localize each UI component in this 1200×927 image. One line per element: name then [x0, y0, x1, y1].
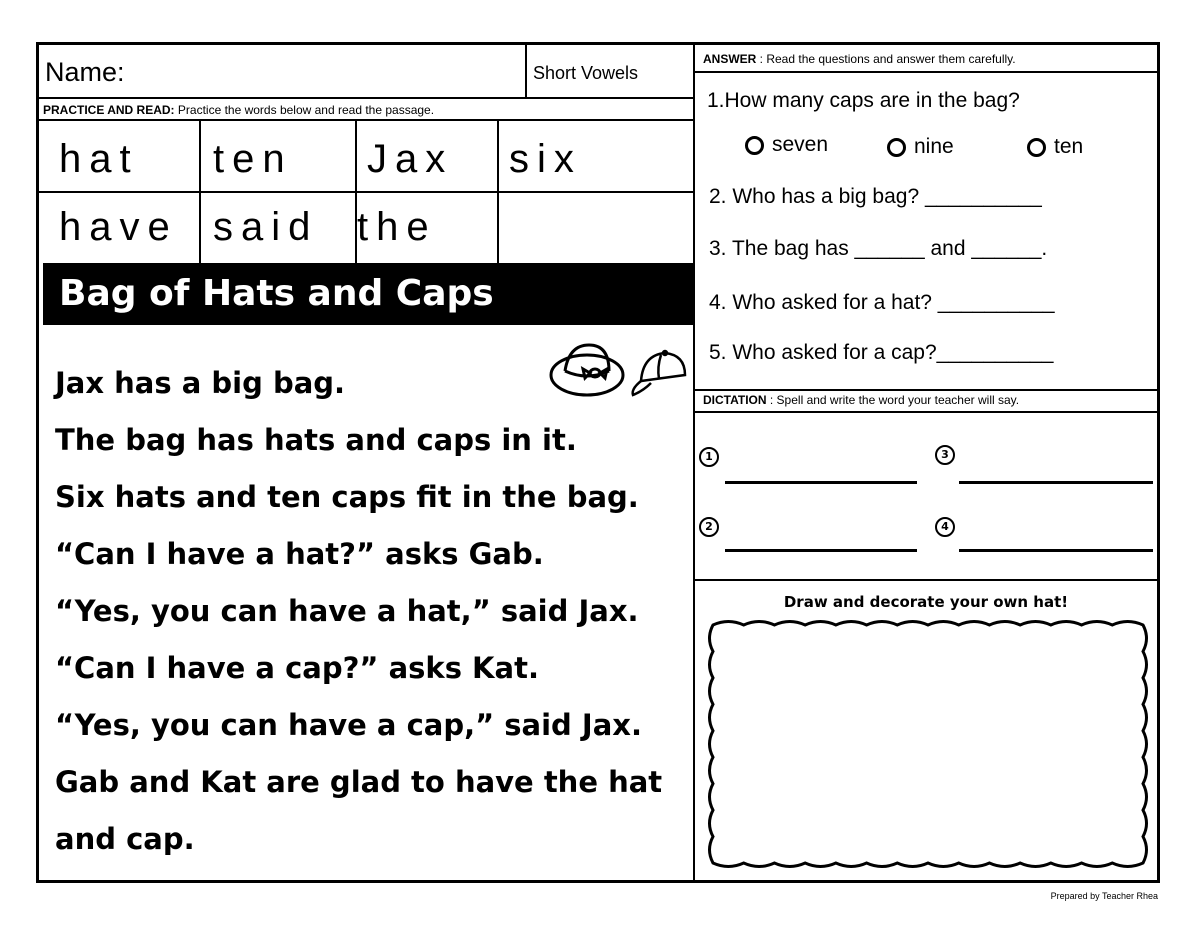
word-cell: have [59, 205, 178, 249]
dictation-blank[interactable] [725, 549, 917, 552]
passage-line: Six hats and ten caps fit in the bag. [55, 480, 639, 514]
divider [525, 45, 527, 97]
radio-circle[interactable] [887, 138, 906, 157]
radio-circle[interactable] [1027, 138, 1046, 157]
divider [693, 411, 1157, 413]
option-ten[interactable] [1027, 135, 1083, 159]
practice-instructions: PRACTICE AND READ: Practice the words below and read the passage. [43, 103, 435, 117]
passage-line: Jax has a big bag. [55, 366, 346, 400]
divider [693, 389, 1157, 391]
passage [55, 363, 695, 876]
radio-circle[interactable] [745, 136, 764, 155]
column-divider [693, 45, 695, 883]
passage-line: “Yes, you can have a hat,” said Jax. [55, 594, 639, 628]
option-label: nine [914, 135, 954, 158]
dictation-number: 3 [935, 445, 955, 465]
grid-line [39, 191, 693, 193]
word-cell: said [213, 205, 319, 249]
drawing-frame[interactable] [703, 613, 1153, 875]
option-label: seven [772, 133, 829, 156]
question-3: 3. The bag has ______ and ______. [709, 237, 1048, 260]
dictation-number: 2 [699, 517, 719, 537]
worksheet [36, 42, 1160, 883]
name-label: Name: [45, 57, 125, 87]
passage-line: Gab and Kat are glad to have the hat [55, 765, 663, 799]
dictation-blank[interactable] [959, 549, 1153, 552]
passage-line: and cap. [55, 822, 195, 856]
story-title: Bag of Hats and Caps [43, 263, 693, 325]
question-1: 1.How many caps are in the bag? [707, 89, 1020, 112]
dictation-number: 1 [699, 447, 719, 467]
topic-label: Short Vowels [533, 63, 639, 83]
dictation-instructions: DICTATION : Spell and write the word your teacher will say. [703, 393, 1020, 407]
option-seven[interactable] [745, 133, 828, 157]
divider [39, 119, 693, 121]
footer-credit: Prepared by Teacher Rhea [1050, 891, 1158, 901]
passage-line: The bag has hats and caps in it. [55, 423, 577, 457]
divider [39, 97, 693, 99]
word-cell: six [509, 137, 582, 181]
divider [693, 579, 1157, 581]
divider [693, 71, 1157, 73]
dictation-blank[interactable] [959, 481, 1153, 484]
word-cell: Jax [367, 137, 454, 181]
wavy-border [710, 622, 1147, 867]
passage-line: “Can I have a hat?” asks Gab. [55, 537, 544, 571]
answer-instructions: ANSWER : Read the questions and answer them carefully. [703, 52, 1016, 66]
question-4: 4. Who asked for a hat? __________ [709, 291, 1055, 314]
question-5: 5. Who asked for a cap?__________ [709, 341, 1054, 364]
word-cell: the [357, 205, 437, 249]
draw-title: Draw and decorate your own hat! [783, 593, 1069, 611]
passage-line: “Yes, you can have a cap,” said Jax. [55, 708, 642, 742]
dictation-blank[interactable] [725, 481, 917, 484]
passage-line: “Can I have a cap?” asks Kat. [55, 651, 539, 685]
word-cell: ten [213, 137, 293, 181]
question-2: 2. Who has a big bag? __________ [709, 185, 1042, 208]
word-cell: hat [59, 137, 139, 181]
dictation-number: 4 [935, 517, 955, 537]
option-nine[interactable] [887, 135, 954, 159]
option-label: ten [1054, 135, 1084, 158]
